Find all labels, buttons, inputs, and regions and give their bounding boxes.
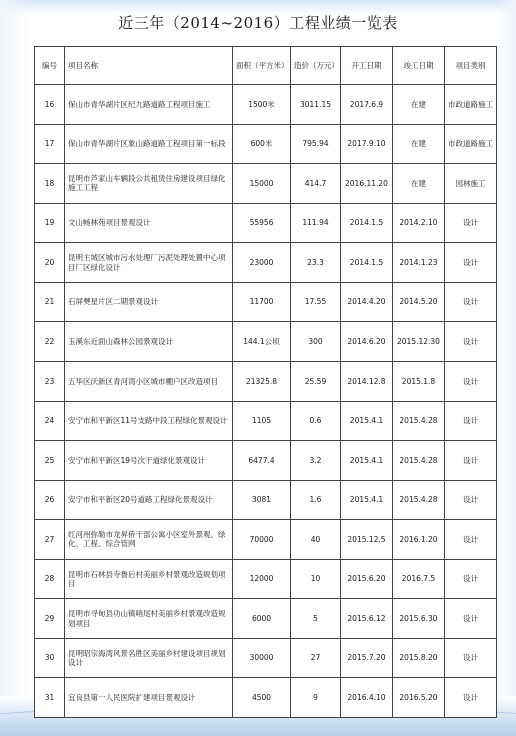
- cell-category: 设计: [445, 441, 497, 481]
- cell-area: 6000: [233, 599, 291, 639]
- cell-area: 70000: [233, 520, 291, 560]
- cell-area: 55956: [233, 203, 291, 243]
- cell-category: 设计: [445, 282, 497, 322]
- cell-project-name: 石屏僰星片区二期景观设计: [65, 282, 233, 322]
- header-number: 编号: [35, 47, 65, 85]
- cell-cost: 25.59: [291, 361, 341, 401]
- cell-project-name: 宜良县第一人民医院扩建项目景观设计: [65, 678, 233, 718]
- table-row: [35, 638, 497, 678]
- cell-end-date: 在建: [393, 124, 445, 164]
- table-row: [35, 124, 497, 164]
- header-row: [35, 47, 497, 85]
- cell-number: 26: [35, 480, 65, 520]
- cell-category: 设计: [445, 480, 497, 520]
- table-row: [35, 282, 497, 322]
- cell-category: 设计: [445, 520, 497, 560]
- cell-category: 市政道路施工: [445, 85, 497, 125]
- cell-end-date: 2014.2.10: [393, 203, 445, 243]
- cell-number: 28: [35, 559, 65, 599]
- cell-number: 30: [35, 638, 65, 678]
- cell-category: 设计: [445, 401, 497, 441]
- cell-area: 1500米: [233, 85, 291, 125]
- table-row: [35, 599, 497, 639]
- table-body: [35, 85, 497, 718]
- cell-cost: 111.94: [291, 203, 341, 243]
- cell-project-name: 安宁市和平新区11号支路中段工程绿化景观设计: [65, 401, 233, 441]
- cell-project-name: 红河州弥勒市龙昇侨干部公寓小区室外景观、绿化、工程、综合管网: [65, 520, 233, 560]
- table-row: [35, 520, 497, 560]
- cell-end-date: 2016.5.20: [393, 678, 445, 718]
- cell-start-date: 2015.7.20: [341, 638, 393, 678]
- table-row: [35, 203, 497, 243]
- cell-category: 市政道路施工: [445, 124, 497, 164]
- cell-start-date: 2015.12.5: [341, 520, 393, 560]
- cell-start-date: 2017.6.9: [341, 85, 393, 125]
- page-title: 近三年（2014~2016）工程业绩一览表: [118, 14, 398, 32]
- table-row: [35, 441, 497, 481]
- cell-number: 29: [35, 599, 65, 639]
- table-row: [35, 322, 497, 362]
- cell-end-date: 2015.4.28: [393, 480, 445, 520]
- cell-category: 设计: [445, 203, 497, 243]
- cell-number: 23: [35, 361, 65, 401]
- cell-category: 园林施工: [445, 164, 497, 204]
- cell-end-date: 2015.8.20: [393, 638, 445, 678]
- cell-start-date: 2014.1.5: [341, 203, 393, 243]
- cell-category: 设计: [445, 559, 497, 599]
- cell-start-date: 2017.9.10: [341, 124, 393, 164]
- cell-cost: 27: [291, 638, 341, 678]
- cell-end-date: 2015.6.30: [393, 599, 445, 639]
- cell-cost: 300: [291, 322, 341, 362]
- table-row: [35, 85, 497, 125]
- cell-cost: 0.6: [291, 401, 341, 441]
- cell-end-date: 2015.4.28: [393, 401, 445, 441]
- cell-start-date: 2015.4.1: [341, 401, 393, 441]
- cell-area: 3081: [233, 480, 291, 520]
- cell-project-name: 安宁市和平新区20号道路工程绿化景观设计: [65, 480, 233, 520]
- cell-category: 设计: [445, 322, 497, 362]
- cell-project-name: 五华区沃新区青河湾小区城市棚户区改造项目: [65, 361, 233, 401]
- cell-start-date: 2014.6.20: [341, 322, 393, 362]
- table-row: [35, 401, 497, 441]
- background-right-edge: [496, 0, 516, 736]
- cell-category: 设计: [445, 361, 497, 401]
- cell-cost: 23.3: [291, 243, 341, 283]
- cell-area: 23000: [233, 243, 291, 283]
- projects-table: [34, 46, 497, 718]
- cell-project-name: 昆明市芦家山车辆段公共租赁住房建设项目绿化施工工程: [65, 164, 233, 204]
- cell-area: 15000: [233, 164, 291, 204]
- cell-project-name: 安宁市和平新区19号次干道绿化景观设计: [65, 441, 233, 481]
- cell-start-date: 2014.1.5: [341, 243, 393, 283]
- cell-project-name: 昆明主城区城市污水处理厂污泥处理处置中心项目厂区绿化设计: [65, 243, 233, 283]
- cell-cost: 3011.15: [291, 85, 341, 125]
- cell-end-date: 2016.1.20: [393, 520, 445, 560]
- cell-end-date: 在建: [393, 164, 445, 204]
- cell-area: 21325.8: [233, 361, 291, 401]
- table-row: [35, 361, 497, 401]
- header-area: 面积（平方米）: [233, 47, 291, 85]
- cell-number: 22: [35, 322, 65, 362]
- cell-start-date: 2014.4.20: [341, 282, 393, 322]
- table-row: [35, 480, 497, 520]
- cell-number: 19: [35, 203, 65, 243]
- cell-project-name: 昆明市寻甸县功山镇哨尾村美丽乡村景观改造规划项目: [65, 599, 233, 639]
- cell-number: 24: [35, 401, 65, 441]
- cell-cost: 10: [291, 559, 341, 599]
- cell-area: 6477.4: [233, 441, 291, 481]
- table-header: [35, 47, 497, 85]
- cell-cost: 1.6: [291, 480, 341, 520]
- cell-number: 21: [35, 282, 65, 322]
- cell-area: 600米: [233, 124, 291, 164]
- header-project-name: 项目名称: [65, 47, 233, 85]
- cell-start-date: 2015.4.1: [341, 480, 393, 520]
- cell-number: 31: [35, 678, 65, 718]
- cell-start-date: 2015.6.20: [341, 559, 393, 599]
- cell-start-date: 2014.12.8: [341, 361, 393, 401]
- cell-area: 4500: [233, 678, 291, 718]
- header-category: 项目类别: [445, 47, 497, 85]
- cell-end-date: 2014.1.23: [393, 243, 445, 283]
- cell-number: 20: [35, 243, 65, 283]
- cell-project-name: 文山畅林苑项目景观设计: [65, 203, 233, 243]
- cell-project-name: 保山市青华湖片区纪九路道路工程项目施工: [65, 85, 233, 125]
- cell-area: 12000: [233, 559, 291, 599]
- cell-category: 设计: [445, 638, 497, 678]
- cell-cost: 40: [291, 520, 341, 560]
- cell-cost: 17.55: [291, 282, 341, 322]
- cell-cost: 5: [291, 599, 341, 639]
- cell-category: 设计: [445, 599, 497, 639]
- header-cost: 造价（万元）: [291, 47, 341, 85]
- cell-start-date: 2016.11.20: [341, 164, 393, 204]
- cell-start-date: 2015.6.12: [341, 599, 393, 639]
- table-row: [35, 243, 497, 283]
- cell-start-date: 2015.4.1: [341, 441, 393, 481]
- cell-end-date: 2016.7.5: [393, 559, 445, 599]
- cell-end-date: 2015.12.30: [393, 322, 445, 362]
- cell-area: 11700: [233, 282, 291, 322]
- cell-category: 设计: [445, 243, 497, 283]
- cell-category: 设计: [445, 678, 497, 718]
- table-row: [35, 559, 497, 599]
- cell-area: 1105: [233, 401, 291, 441]
- background-left-edge: [0, 0, 30, 736]
- cell-area: 30000: [233, 638, 291, 678]
- cell-project-name: 昆明市石林县寺鲁后村美丽乡村景观改造规划项目: [65, 559, 233, 599]
- header-start-date: 开工日期: [341, 47, 393, 85]
- cell-start-date: 2016.4.10: [341, 678, 393, 718]
- header-end-date: 竣工日期: [393, 47, 445, 85]
- cell-project-name: 玉溪东近面山森林公园景观设计: [65, 322, 233, 362]
- cell-number: 18: [35, 164, 65, 204]
- cell-end-date: 2014.5.20: [393, 282, 445, 322]
- cell-number: 16: [35, 85, 65, 125]
- cell-end-date: 2015.4.28: [393, 441, 445, 481]
- cell-cost: 414.7: [291, 164, 341, 204]
- cell-end-date: 在建: [393, 85, 445, 125]
- cell-project-name: 昆明昭宗海湾风景名胜区美丽乡村建设项目规划设计: [65, 638, 233, 678]
- cell-number: 25: [35, 441, 65, 481]
- cell-number: 17: [35, 124, 65, 164]
- table-row: [35, 678, 497, 718]
- cell-cost: 3.2: [291, 441, 341, 481]
- cell-end-date: 2015.1.8: [393, 361, 445, 401]
- table-row: [35, 164, 497, 204]
- cell-area: 144.1公顷: [233, 322, 291, 362]
- cell-project-name: 保山市青华湖片区象山路道路工程项目第一标段: [65, 124, 233, 164]
- cell-cost: 795.94: [291, 124, 341, 164]
- cell-cost: 9: [291, 678, 341, 718]
- cell-number: 27: [35, 520, 65, 560]
